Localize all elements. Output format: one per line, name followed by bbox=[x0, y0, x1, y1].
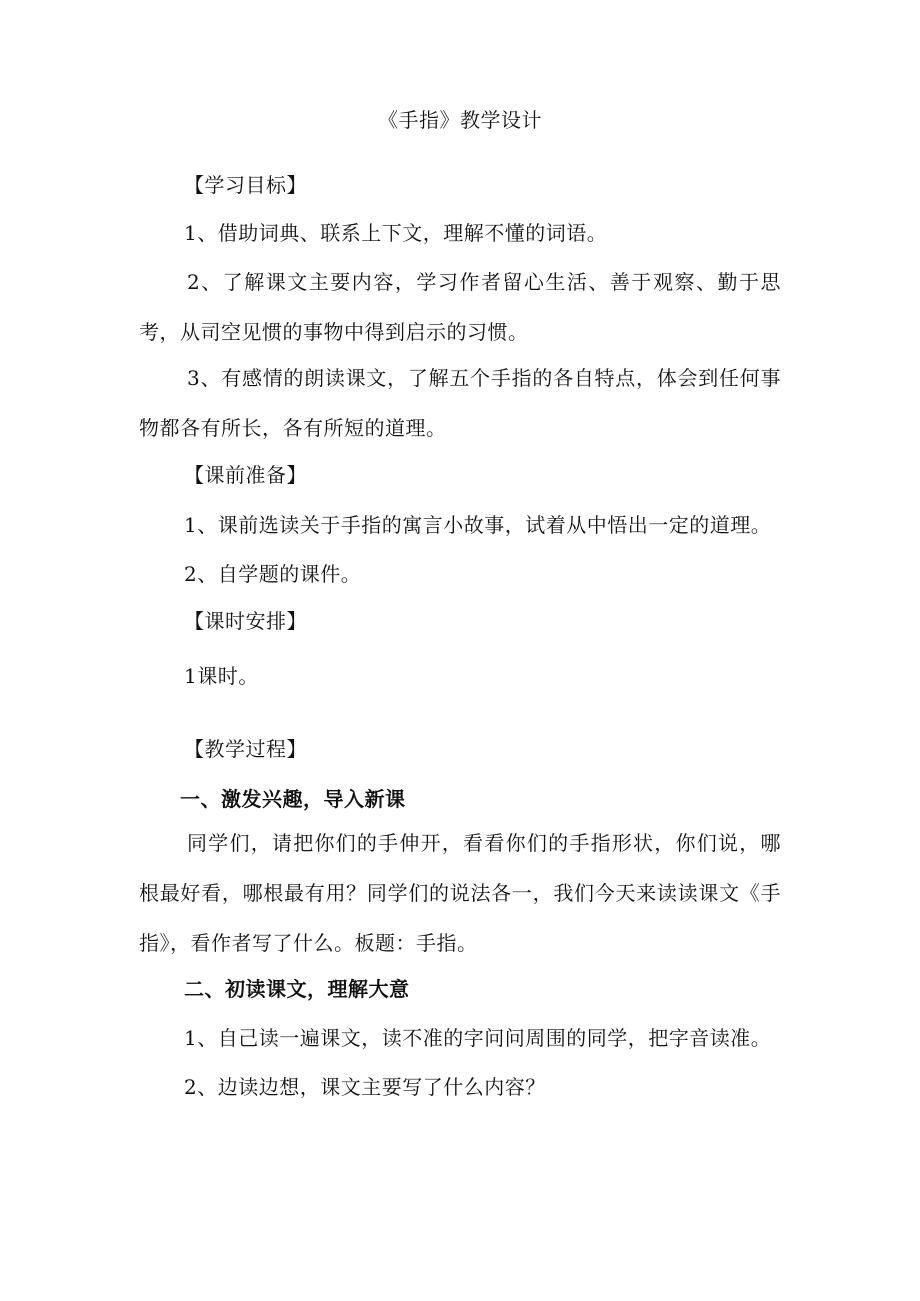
section1-heading: 一、激发兴趣，导入新课 bbox=[180, 787, 406, 811]
section1-text: 同学们，请把你们的手伸开，看看你们的手指形状，你们说，哪根最好看，哪根最有用？同学们的说法各一，我们今天来读读课文《手指》，看作者写了什么。板题：手指。 bbox=[139, 831, 781, 955]
objective-item-2: 2、了解课文主要内容，学习作者留心生活、善于观察、勤于思考，从司空见惯的事物中得到启示的习惯。 bbox=[139, 270, 781, 344]
section2-item-1: 1、自己读一遍课文，读不准的字问问周围的同学，把字音读准。 bbox=[184, 1026, 772, 1050]
schedule-text: 1课时。 bbox=[184, 664, 259, 688]
preparation-item-2: 2、自学题的课件。 bbox=[184, 562, 362, 586]
objective-item-3: 3、有感情的朗读课文，了解五个手指的各自特点，体会到任何事物都各有所长，各有所短的道理。 bbox=[139, 366, 781, 440]
preparation-heading: 【课前准备】 bbox=[184, 463, 307, 487]
document-title: 《手指》教学设计 bbox=[378, 108, 542, 132]
objectives-heading: 【学习目标】 bbox=[184, 173, 307, 197]
preparation-item-1: 1、课前选读关于手指的寓言小故事，试着从中悟出一定的道理。 bbox=[184, 513, 772, 537]
schedule-heading: 【课时安排】 bbox=[184, 609, 307, 633]
objective-item-1: 1、借助词典、联系上下文，理解不懂的词语。 bbox=[184, 221, 608, 245]
section2-heading: 二、初读课文，理解大意 bbox=[184, 977, 410, 1001]
process-heading: 【教学过程】 bbox=[184, 737, 307, 761]
section2-item-2: 2、边读边想，课文主要写了什么内容？ bbox=[184, 1075, 546, 1099]
